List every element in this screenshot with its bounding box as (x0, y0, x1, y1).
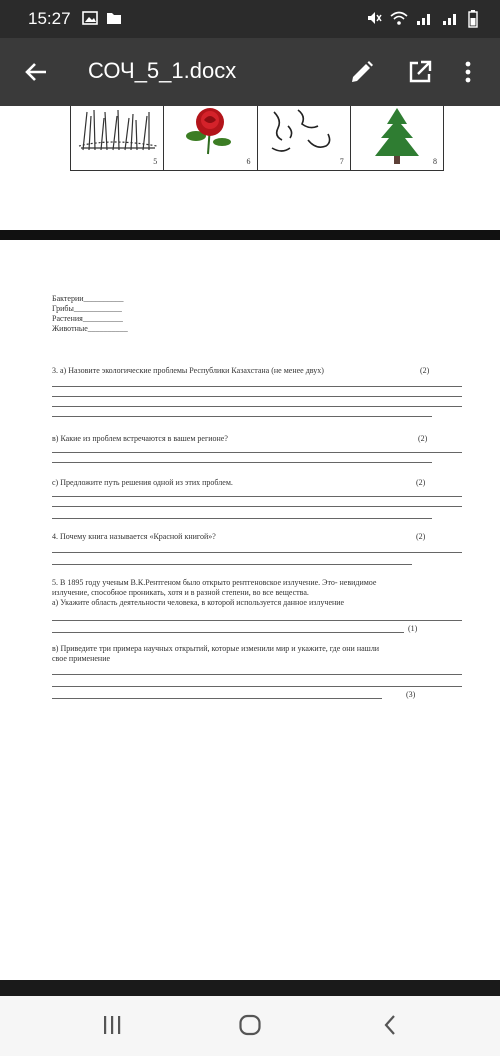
image-number: 8 (433, 157, 437, 166)
answer-line[interactable] (52, 686, 462, 687)
question-5-line2: излучение, способное проникать, хотя и в разной степени, во все вещества. (52, 588, 309, 597)
answer-line[interactable] (52, 496, 462, 497)
answer-line[interactable] (52, 518, 432, 519)
points-5b: (3) (406, 690, 416, 699)
image-number: 6 (246, 157, 251, 166)
fir-tree-image (351, 106, 443, 170)
edit-pencil-icon[interactable] (348, 58, 376, 86)
answer-line[interactable] (52, 396, 462, 397)
question-5b-line1: в) Приведите три примера научных открытий, которые изменили мир и укажите, где они нашли (52, 644, 380, 653)
rose-image (164, 106, 256, 170)
image-number: 5 (153, 157, 158, 166)
answer-line[interactable] (52, 564, 412, 565)
question-5b-line2: свое применение (52, 654, 111, 663)
question-3c: с) Предложите путь решения одной из этих проблем. (52, 478, 233, 487)
answer-line[interactable] (52, 506, 462, 507)
image-number: 7 (339, 157, 344, 166)
points-3b: (2) (418, 434, 428, 443)
image-table (70, 106, 444, 171)
app-bar (0, 38, 500, 106)
signal-icon-2 (442, 10, 460, 26)
image-cell-5 (71, 106, 164, 170)
answer-line[interactable] (52, 462, 432, 463)
image-cell-8 (351, 106, 443, 170)
status-time: 15:27 (28, 9, 71, 28)
grass-image (71, 106, 163, 170)
category-plants: Растения__________ (52, 314, 123, 323)
answer-line[interactable] (52, 698, 382, 699)
points-4: (2) (416, 532, 426, 541)
open-external-icon[interactable] (406, 58, 434, 86)
category-fungi: Грибы____________ (52, 304, 122, 313)
answer-line[interactable] (52, 674, 462, 675)
answer-line[interactable] (52, 620, 462, 621)
category-bacteria: Бактерии__________ (52, 294, 124, 303)
document-page-2 (0, 240, 500, 980)
points-5a: (1) (408, 624, 418, 633)
wifi-icon (390, 10, 408, 26)
answer-line[interactable] (52, 406, 462, 407)
question-5a: а) Укажите область деятельности человека, в которой используется данное излучение (52, 598, 345, 607)
question-4: 4. Почему книга называется «Красной книгой»? (52, 532, 216, 541)
mute-icon (366, 10, 382, 26)
answer-line[interactable] (52, 416, 432, 417)
signal-icon (416, 10, 434, 26)
document-page-1 (0, 106, 500, 230)
question-5-line1: 5. В 1895 году ученым В.К.Рентгеном было открыто рентгеновское излучение. Это- невидимое (52, 578, 377, 587)
home-icon[interactable] (238, 1014, 262, 1036)
image-cell-7 (258, 106, 351, 170)
question-3b: в) Какие из проблем встречаются в вашем регионе? (52, 434, 228, 443)
category-animals: Животные__________ (52, 324, 128, 333)
answer-line[interactable] (52, 552, 462, 553)
more-vert-icon[interactable] (462, 58, 474, 86)
answer-line[interactable] (52, 632, 404, 633)
system-nav-bar (0, 996, 500, 1056)
battery-icon (468, 10, 478, 28)
status-bar (0, 0, 500, 38)
points-3a: (2) (420, 366, 430, 375)
folder-icon (106, 11, 122, 25)
answer-line[interactable] (52, 452, 462, 453)
image-cell-6 (164, 106, 257, 170)
back-arrow-icon[interactable] (20, 56, 52, 88)
points-3c: (2) (416, 478, 426, 487)
question-3a: 3. а) Назовите экологические проблемы Республики Казахстана (не менее двух) (52, 366, 324, 375)
back-nav-icon[interactable] (382, 1014, 398, 1036)
recent-apps-icon[interactable] (102, 1014, 122, 1036)
bacteria-image (258, 106, 350, 170)
gallery-icon (82, 11, 98, 25)
document-title: СОЧ_5_1.docx (88, 58, 237, 83)
answer-line[interactable] (52, 386, 462, 387)
page-separator (0, 230, 500, 240)
